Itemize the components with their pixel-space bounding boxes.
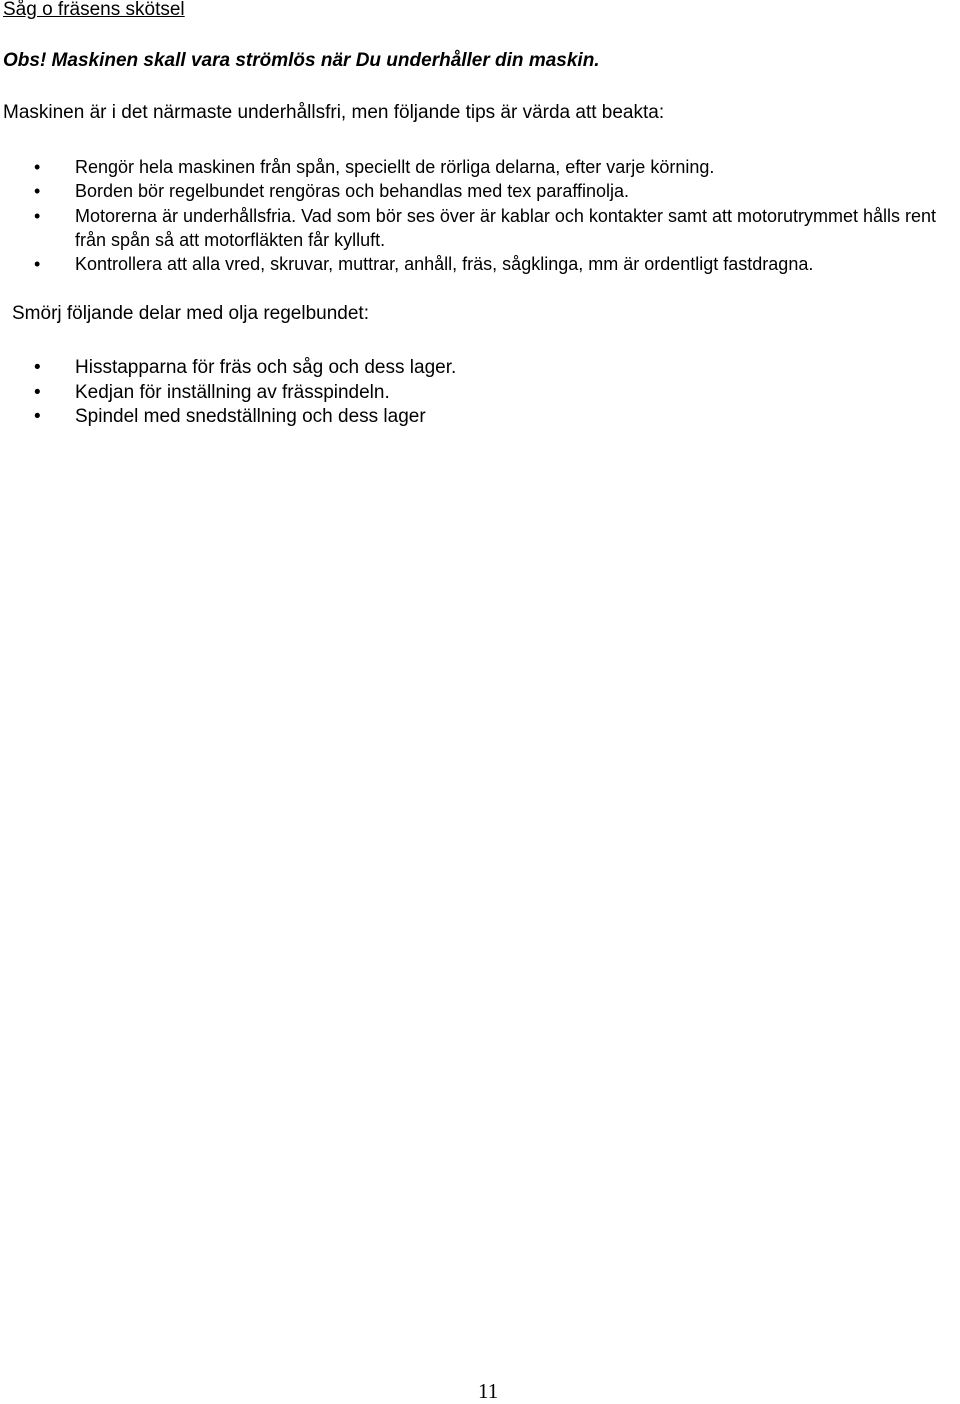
bullet-icon: • [34, 357, 41, 378]
list-item-text: Spindel med snedställning och dess lager [75, 406, 426, 427]
list-item [0, 204, 960, 253]
safety-warning: Obs! Maskinen skall vara strömlös när Du underhåller din maskin. [3, 50, 600, 71]
maintenance-tips-list [0, 155, 960, 276]
intro-paragraph: Maskinen är i det närmaste underhållsfri, men följande tips är värda att beakta: [3, 102, 665, 123]
list-item-text: Borden bör regelbundet rengöras och behandlas med tex paraffinolja. [75, 181, 630, 202]
list-item-text: Motorerna är underhållsfria. Vad som bör ses över är kablar och kontakter samt att motorutrymmet hålls rent från spån så att motorfläkten får kylluft. [75, 205, 937, 250]
list-item-text: Kedjan för inställning av frässpindeln. [75, 381, 390, 403]
list-item [0, 252, 960, 276]
bullet-icon: • [34, 181, 41, 202]
bullet-icon: • [34, 381, 41, 403]
bullet-icon: • [34, 406, 41, 427]
list-item-text: Hisstapparna för fräs och såg och dess lager. [75, 357, 457, 378]
list-item [0, 155, 960, 179]
list-item [0, 356, 960, 381]
bullet-icon: • [34, 254, 41, 275]
list-item [0, 405, 960, 430]
list-item [0, 179, 960, 203]
list-item [0, 381, 960, 406]
lubrication-list [0, 356, 960, 430]
page-title: Såg o fräsens skötsel [3, 0, 185, 20]
list-item-text: Kontrollera att alla vred, skruvar, muttrar, anhåll, fräs, sågklinga, mm är ordentligt fastdragna. [75, 254, 814, 275]
lubrication-heading: Smörj följande delar med olja regelbundet: [12, 303, 369, 324]
bullet-icon: • [34, 205, 41, 226]
bullet-icon: • [34, 157, 41, 177]
page-number: 11 [478, 1379, 499, 1403]
list-item-text: Rengör hela maskinen från spån, speciellt de rörliga delarna, efter varje körning. [75, 157, 715, 177]
